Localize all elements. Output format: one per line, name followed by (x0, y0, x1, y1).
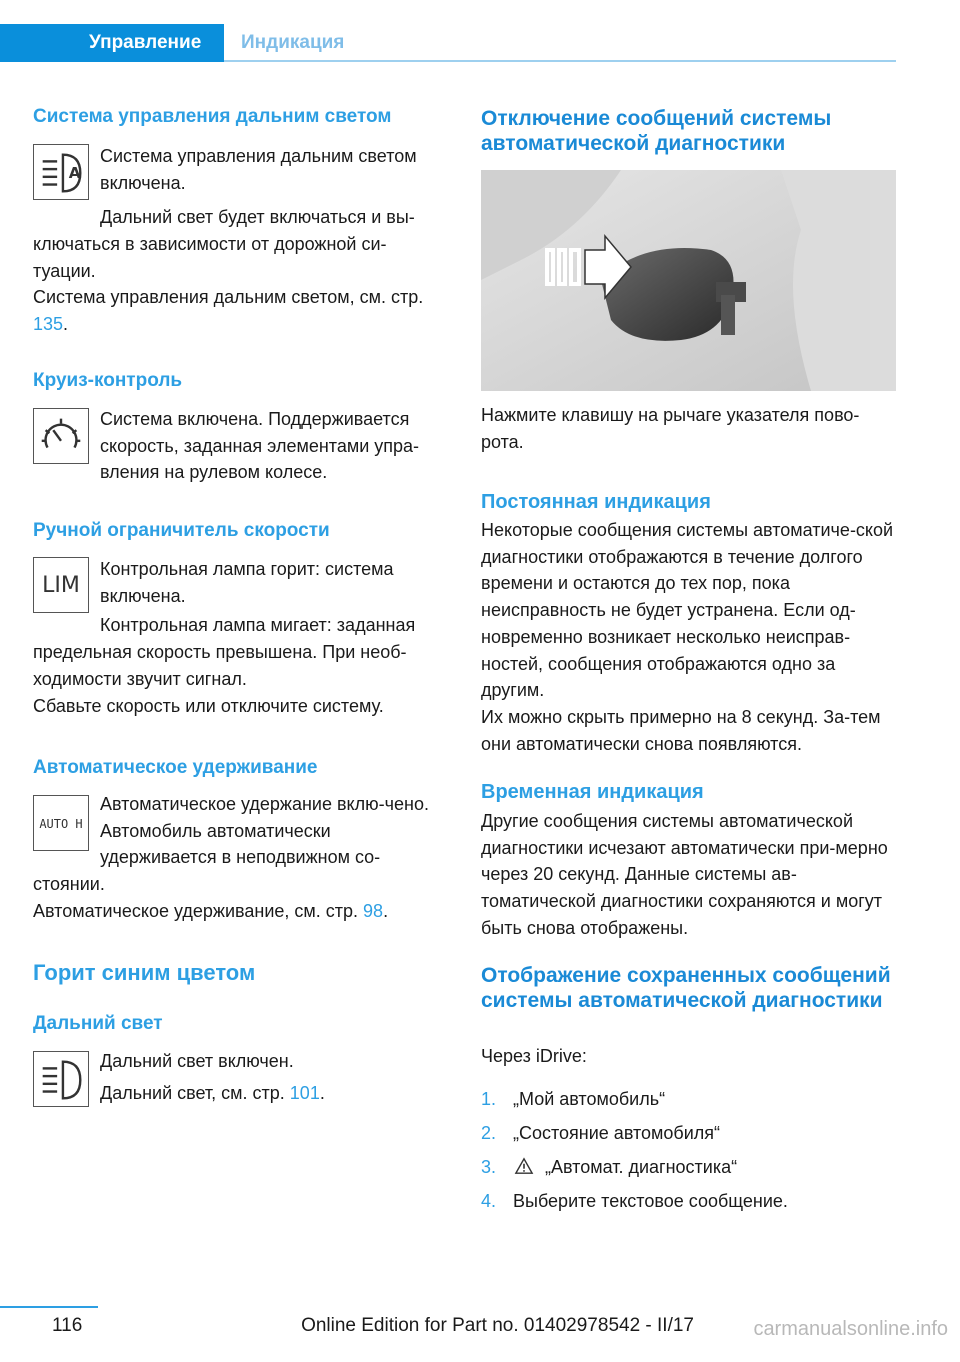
list-item (481, 1082, 896, 1116)
step-text: „Автомат. диагностика“ (545, 1157, 738, 1177)
page-header (0, 0, 960, 62)
text-block (100, 791, 448, 871)
text-block (100, 143, 448, 196)
edition-note: Online Edition for Part no. 01402978542 - II/17 (301, 1315, 694, 1336)
page-link-101[interactable]: 101 (289, 1083, 320, 1103)
paragraph: Контрольная лампа мигает: заданная (100, 615, 416, 635)
svg-text:A: A (68, 163, 81, 182)
step-number: 3. (481, 1157, 497, 1177)
warning-icon (513, 1152, 535, 1170)
step-number: 1. (481, 1089, 497, 1109)
page-link-98[interactable]: 98 (363, 901, 384, 921)
high-beam-icon (33, 1051, 89, 1107)
paragraph-text: Система управления дальним светом, см. стр. (33, 287, 424, 307)
text-block (100, 556, 448, 609)
text-block (33, 898, 448, 925)
text-block (33, 231, 448, 284)
paragraph: Дальний свет будет включаться и вы- (100, 207, 415, 227)
section-title-high-beam-assist: Система управления дальним светом (33, 106, 392, 127)
high-beam-assist-icon (33, 144, 89, 200)
paragraph: Некоторые сообщения системы автоматиче-ской диагностики отображаются в течение долгого времени и остаются до тех пор, пока неисправность не будет устранена. Если од-новременно возникает несколько неисправ-ностей, сообщения отображаются одно за другим. (481, 520, 894, 701)
paragraph: предельная скорость превышена. При необ-ходимости звучит сигнал. (33, 642, 407, 689)
section-title-lights-blue: Горит синим цветом (33, 960, 256, 985)
steps-list (481, 1082, 896, 1218)
paragraph: Через iDrive: (481, 1046, 587, 1066)
paragraph-text: . (63, 313, 69, 334)
text-block (100, 406, 448, 486)
text-block (481, 808, 896, 942)
auto-hold-icon-label: AUTO H (39, 817, 83, 831)
step-number: 4. (481, 1191, 497, 1211)
text-block (481, 1043, 896, 1070)
section-title-speed-limiter: Ручной ограничитель скорости (33, 520, 330, 541)
paragraph-text: . (319, 1083, 325, 1103)
paragraph-text: . (383, 901, 389, 921)
section-title-disable-messages: Отключение сообщений системы автоматической диагностики (481, 107, 832, 155)
auto-hold-icon (33, 795, 89, 851)
paragraph: Дальний свет включен. (100, 1051, 294, 1071)
text-block (100, 612, 448, 639)
header-rule (224, 60, 896, 62)
page-number: 116 (52, 1315, 83, 1336)
paragraph (33, 898, 448, 925)
photo-caption: Нажмите клавишу на рычаге указателя пово-рота. (481, 405, 860, 452)
tab-indicators[interactable]: Индикация (241, 32, 345, 53)
section-title-auto-hold: Автоматическое удерживание (33, 757, 318, 778)
speed-limiter-icon (33, 557, 89, 613)
section-title-temporary-display: Временная индикация (481, 781, 704, 803)
paragraph: Другие сообщения системы автоматической диагностики исчезают автоматически при-мерно через 20 секунд. Данные системы ав-томатической диагностики сохраняются и могут быть снова отображены. (481, 811, 888, 938)
paragraph-text: Автоматическое удерживание, см. стр. (33, 901, 364, 921)
paragraph: Контрольная лампа горит: система включена. (100, 559, 394, 606)
paragraph: Система включена. Поддерживается скорость, заданная элементами упра-вления на рулевом колесе. (100, 409, 420, 483)
text-block (481, 402, 896, 455)
text-block (33, 871, 448, 898)
step-number: 2. (481, 1123, 497, 1143)
list-item (481, 1150, 896, 1184)
speed-limiter-icon-label: LIM (42, 573, 80, 598)
text-block (481, 704, 896, 757)
list-item (481, 1116, 896, 1150)
paragraph: Сбавьте скорость или отключите систему. (33, 696, 384, 716)
section-title-permanent-display: Постоянная индикация (481, 491, 711, 513)
section-title-show-stored-messages: Отображение сохраненных сообщений системы автоматической диагностики (481, 964, 891, 1012)
step-text: „Мой автомобиль“ (513, 1089, 666, 1109)
watermark: carmanualsonline.info (753, 1318, 948, 1340)
text-block (100, 1080, 448, 1107)
paragraph: Система управления дальним светом включена. (100, 146, 417, 193)
text-block (481, 517, 896, 704)
text-block (100, 204, 448, 231)
step-text: „Состояние автомобиля“ (513, 1123, 721, 1143)
text-block (33, 639, 448, 692)
text-block (33, 284, 448, 337)
step-text: Выберите текстовое сообщение. (513, 1191, 788, 1211)
section-title-cruise-control: Круиз-контроль (33, 370, 183, 391)
paragraph-text: Дальний свет, см. стр. (100, 1083, 290, 1103)
text-block (33, 693, 448, 720)
footer-rule (0, 1306, 98, 1308)
cruise-control-icon (33, 408, 89, 464)
paragraph: Их можно скрыть примерно на 8 секунд. За-тем они автоматически снова появляются. (481, 707, 881, 754)
turn-signal-lever-photo (481, 170, 896, 391)
paragraph (100, 1080, 448, 1107)
tab-controls[interactable]: Управление (0, 24, 224, 62)
paragraph: стоянии. (33, 874, 105, 894)
paragraph (33, 284, 448, 337)
paragraph: ключаться в зависимости от дорожной си-туации. (33, 234, 387, 281)
page-link-135[interactable]: 135 (33, 313, 64, 334)
section-title-high-beam: Дальний свет (33, 1013, 163, 1034)
paragraph: Автоматическое удержание вклю-чено. Автомобиль автоматически удерживается в неподвижном со- (100, 794, 429, 868)
list-item (481, 1184, 896, 1218)
text-block (100, 1048, 448, 1075)
